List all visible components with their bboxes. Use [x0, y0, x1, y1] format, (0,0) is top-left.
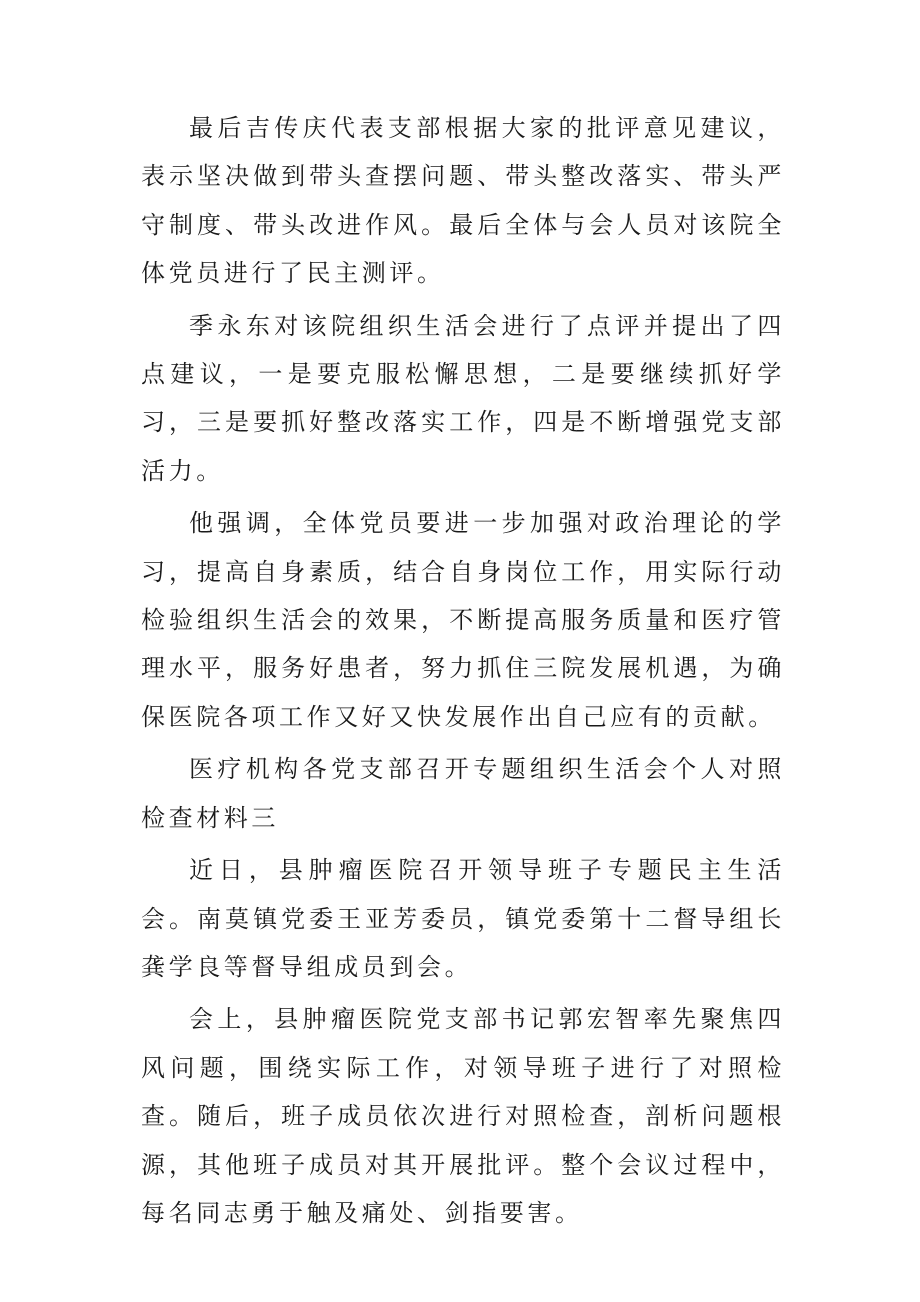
- paragraph-5: 会上，县肿瘤医院党支部书记郭宏智率先聚焦四风问题，围绕实际工作，对领导班子进行了对照检查。随后，班子成员依次进行对照检查，剖析问题根源，其他班子成员对其开展批评。整个会议过程中，每名同志勇于触及痛处、剑指要害。: [141, 1005, 785, 1227]
- section-heading: 医疗机构各党支部召开专题组织生活会个人对照检查材料三: [141, 755, 785, 832]
- paragraph-1: 最后吉传庆代表支部根据大家的批评意见建议，表示坚决做到带头查摆问题、带头整改落实、带头严守制度、带头改进作风。最后全体与会人员对该院全体党员进行了民主测评。: [141, 114, 785, 288]
- paragraph-3: 他强调，全体党员要进一步加强对政治理论的学习，提高自身素质，结合自身岗位工作，用实际行动检验组织生活会的效果，不断提高服务质量和医疗管理水平，服务好患者，努力抓住三院发展机遇，为确保医院各项工作又好又快发展作出自己应有的贡献。: [141, 509, 785, 731]
- document-body: [141, 104, 785, 1241]
- paragraph-4: 近日，县肿瘤医院召开领导班子专题民主生活会。南莫镇党委王亚芳委员，镇党委第十二督导组长龚学良等督导组成员到会。: [141, 856, 785, 981]
- paragraph-2: 季永东对该院组织生活会进行了点评并提出了四点建议，一是要克服松懈思想，二是要继续抓好学习，三是要抓好整改落实工作，四是不断增强党支部活力。: [141, 311, 785, 485]
